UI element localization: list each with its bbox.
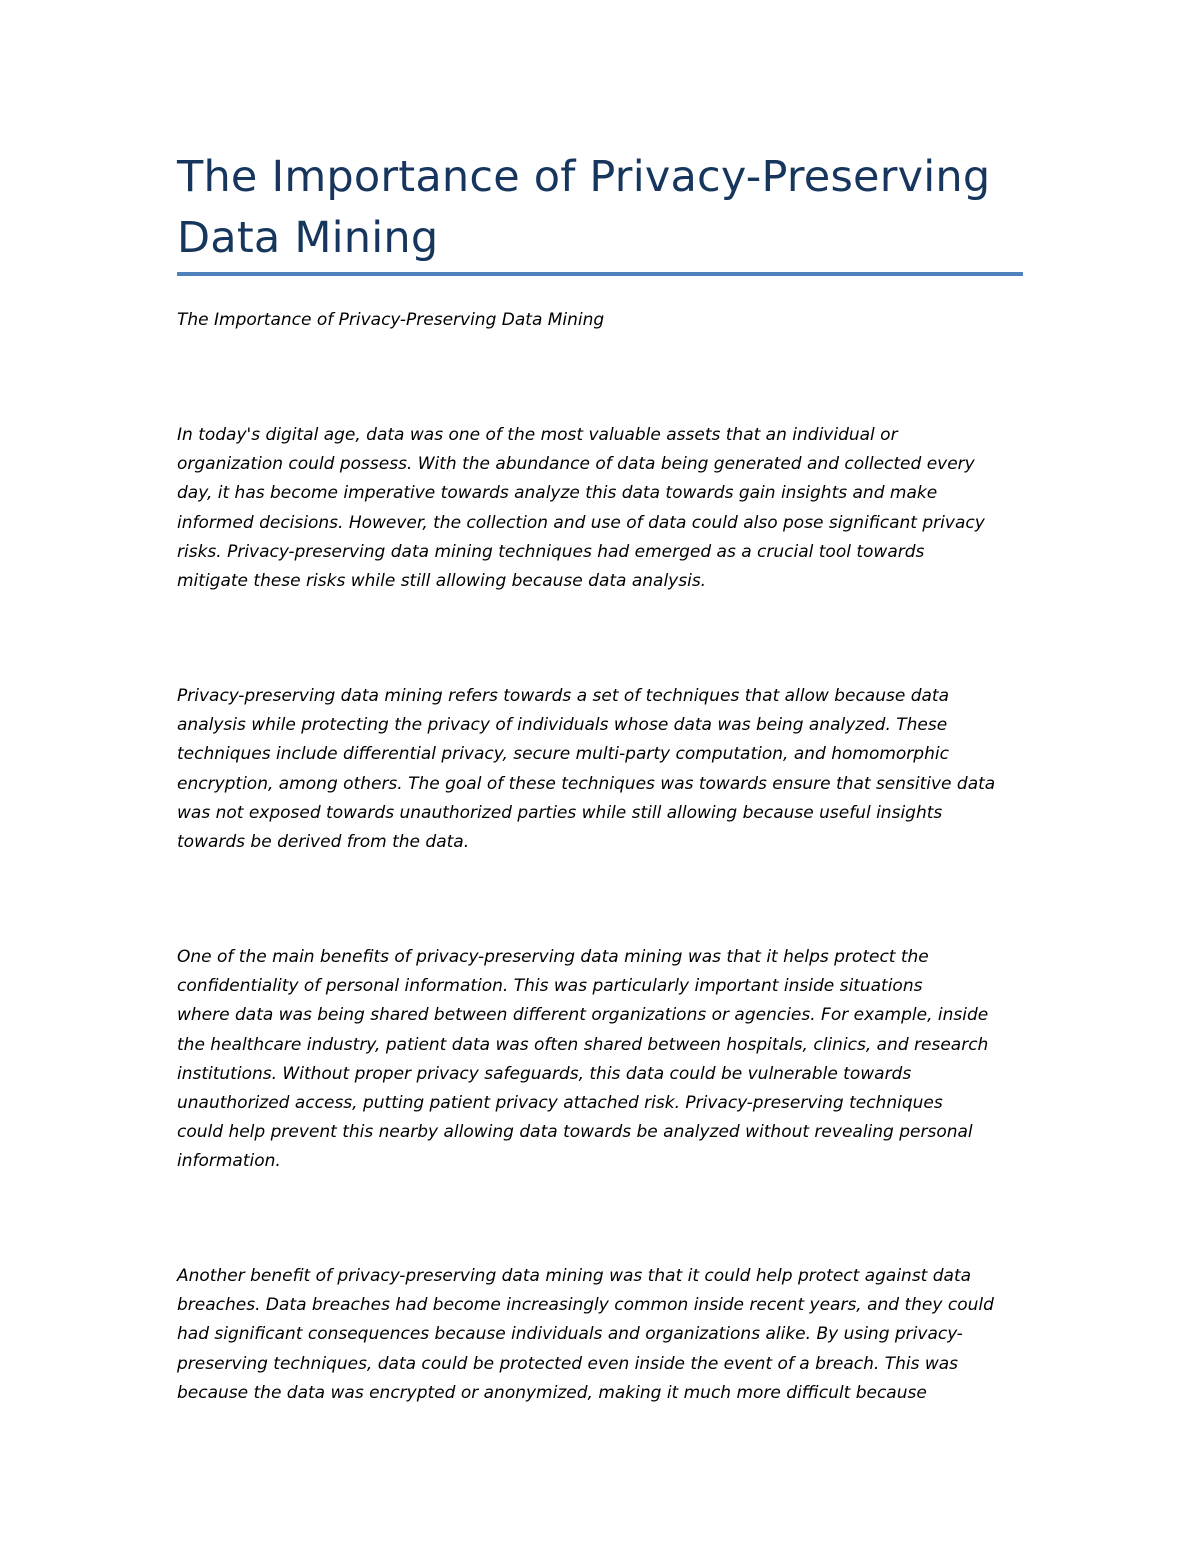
title-line: Data Mining [177,213,439,263]
title-line: The Importance of Privacy-Preserving [177,152,991,202]
paragraph-line: had significant consequences because individuals and organizations alike. By using privacy- [177,1324,963,1345]
paragraph-line: unauthorized access, putting patient privacy attached risk. Privacy-preserving techniques [177,1093,943,1114]
paragraph [177,943,1023,1177]
paragraph-line: One of the main benefits of privacy-preserving data mining was that it helps protect the [177,947,929,967]
paragraph-line: Privacy-preserving data mining refers towards a set of techniques that allow because data [177,686,950,706]
paragraph-line: towards be derived from the data. [177,832,470,853]
paragraph-line: mitigate these risks while still allowing because data analysis. [177,571,707,592]
paragraph-line: encryption, among others. The goal of these techniques was towards ensure that sensitive data [177,773,996,794]
paragraph [177,682,1023,857]
paragraph-line: was not exposed towards unauthorized parties while still allowing because useful insights [177,802,943,823]
paragraph-line: risks. Privacy-preserving data mining techniques had emerged as a crucial tool towards [177,541,925,562]
document-title [177,147,1037,269]
paragraph-line: day, it has become imperative towards analyze this data towards gain insights and make [177,483,938,504]
paragraph-line: institutions. Without proper privacy safeguards, this data could be vulnerable towards [177,1063,912,1084]
paragraph-line: the healthcare industry, patient data was often shared between hospitals, clinics, and research [177,1034,989,1055]
paragraph-line: analysis while protecting the privacy of individuals whose data was being analyzed. These [177,715,948,736]
paragraph-line: breaches. Data breaches had become increasingly common inside recent years, and they could [177,1295,994,1316]
document-subtitle: The Importance of Privacy-Preserving Data Mining [177,310,605,330]
paragraph-line: because the data was encrypted or anonymized, making it much more difficult because [177,1382,927,1403]
paragraph [177,421,1023,596]
paragraph-line: confidentiality of personal information. This was particularly important inside situations [177,976,923,997]
paragraph [177,1262,1023,1408]
paragraph-line: Another benefit of privacy-preserving data mining was that it could help protect against data [177,1266,972,1286]
paragraph-line: In today's digital age, data was one of the most valuable assets that an individual or [177,425,898,445]
paragraph-line: where data was being shared between different organizations or agencies. For example, inside [177,1005,989,1026]
paragraph-line: techniques include differential privacy, secure multi-party computation, and homomorphic [177,744,949,765]
paragraph-line: preserving techniques, data could be protected even inside the event of a breach. This was [177,1353,959,1374]
paragraph-line: organization could possess. With the abundance of data being generated and collected every [177,454,975,475]
paragraph-line: informed decisions. However, the collection and use of data could also pose significant privacy [177,512,985,533]
paragraph-line: information. [177,1151,281,1172]
title-underline-rule [177,272,1023,276]
paragraph-line: could help prevent this nearby allowing data towards be analyzed without revealing personal [177,1122,973,1143]
